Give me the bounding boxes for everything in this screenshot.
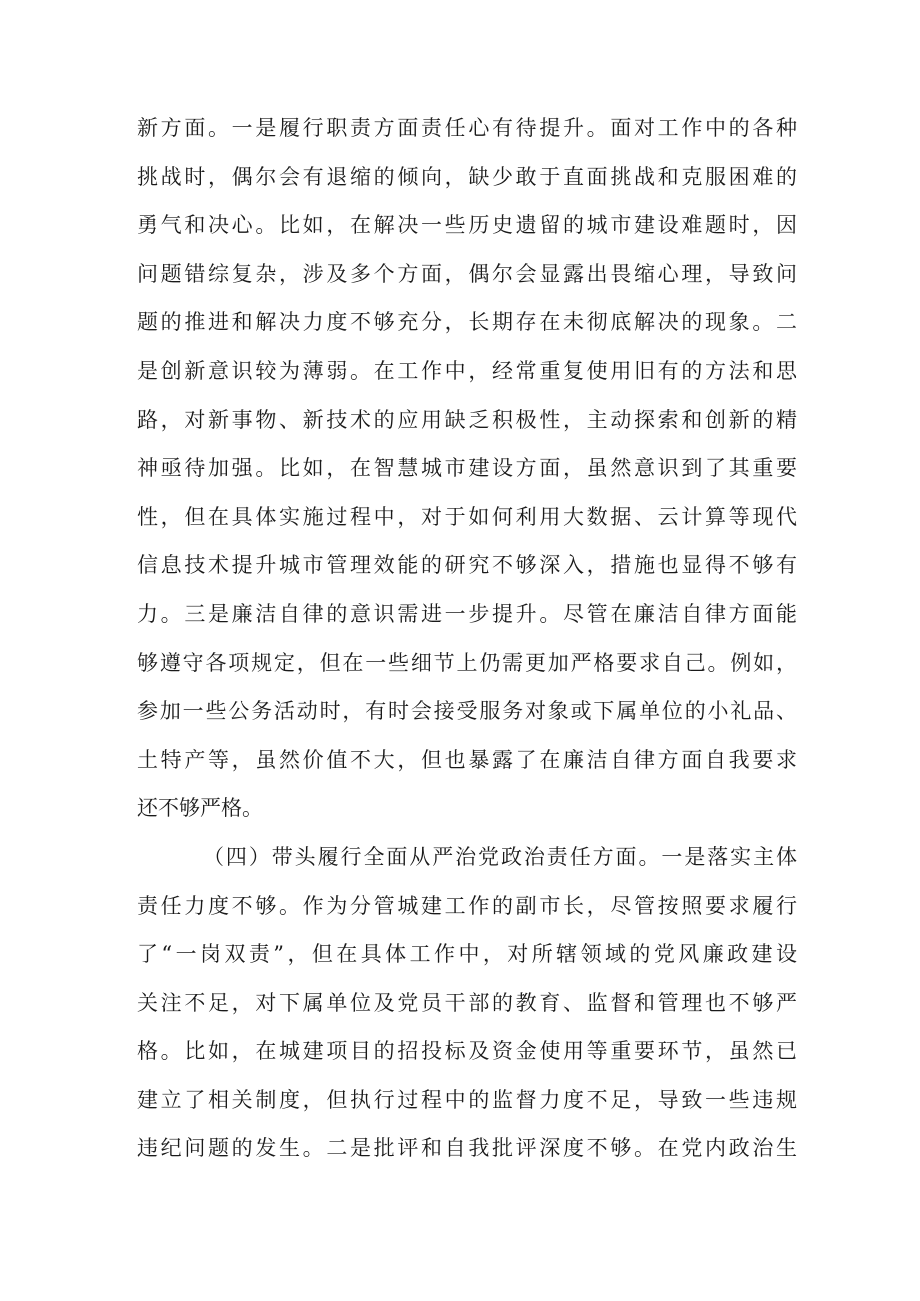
text-line: 性，但在具体实施过程中，对于如何利用大数据、云计算等现代	[137, 504, 797, 529]
paragraph	[137, 104, 797, 833]
text-line: 新方面。一是履行职责方面责任心有待提升。面对工作中的各种	[137, 116, 797, 140]
text-line: 建立了相关制度，但执行过程中的监督力度不足，导致一些违规	[137, 1087, 797, 1112]
text-line: 问题错综复杂，涉及多个方面，偶尔会显露出畏缩心理，导致问	[137, 261, 797, 286]
text-line: 够遵守各项规定，但在一些细节上仍需更加严格要求自己。例如，	[137, 650, 797, 675]
text-line: 了“一岗双责”，但在具体工作中，对所辖领域的党风廉政建设	[137, 942, 797, 967]
text-line: 神亟待加强。比如，在智慧城市建设方面，虽然意识到了其重要	[137, 456, 797, 481]
document-body	[137, 104, 797, 1173]
text-line: 力。三是廉洁自律的意识需进一步提升。尽管在廉洁自律方面能	[137, 601, 797, 626]
text-line: 信息技术提升城市管理效能的研究不够深入，措施也显得不够有	[137, 553, 797, 578]
text-line: （四）带头履行全面从严治党政治责任方面。一是落实主体	[203, 844, 797, 869]
text-line: 违纪问题的发生。二是批评和自我批评深度不够。在党内政治生	[137, 1136, 797, 1161]
text-line: 还不够严格。	[137, 796, 263, 821]
paragraph	[137, 833, 797, 1173]
text-line: 勇气和决心。比如，在解决一些历史遗留的城市建设难题时，因	[137, 213, 797, 238]
text-line: 是创新意识较为薄弱。在工作中，经常重复使用旧有的方法和思	[137, 358, 797, 383]
text-line: 关注不足，对下属单位及党员干部的教育、监督和管理也不够严	[137, 990, 797, 1015]
text-line: 参加一些公务活动时，有时会接受服务对象或下属单位的小礼品、	[137, 699, 797, 724]
text-line: 路，对新事物、新技术的应用缺乏积极性，主动探索和创新的精	[137, 407, 797, 432]
text-line: 题的推进和解决力度不够充分，长期存在未彻底解决的现象。二	[137, 310, 797, 335]
text-line: 土特产等，虽然价值不大，但也暴露了在廉洁自律方面自我要求	[137, 747, 797, 772]
text-line: 责任力度不够。作为分管城建工作的副市长，尽管按照要求履行	[137, 893, 797, 918]
text-line: 格。比如，在城建项目的招投标及资金使用等重要环节，虽然已	[137, 1039, 797, 1064]
text-line: 挑战时，偶尔会有退缩的倾向，缺少敢于直面挑战和克服困难的	[137, 164, 797, 189]
